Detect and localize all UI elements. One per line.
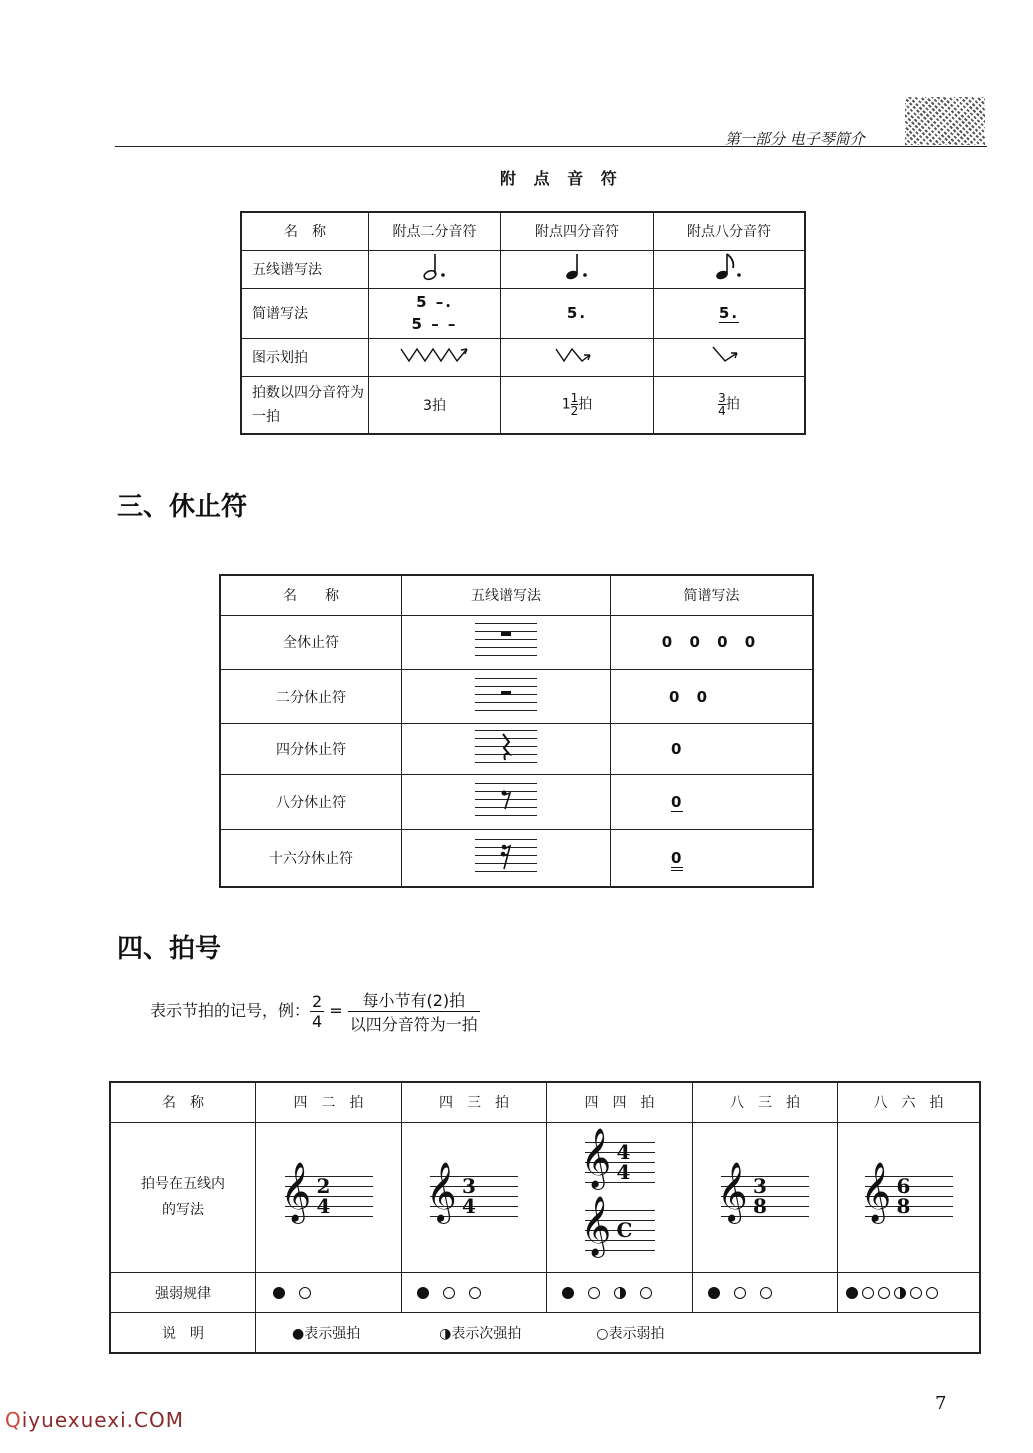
- ts-col-2-4: 四 二 拍: [256, 1082, 402, 1122]
- legend-strong: ●表示强拍: [292, 1325, 361, 1342]
- rest-jianpu-sixteenth: 0: [611, 830, 814, 887]
- dotted-quarter-beats: 1 $\frac{1}{2}$ 拍: [501, 376, 654, 434]
- row-label-staff: 五线谱写法: [241, 250, 369, 288]
- time-signature-table: [109, 1081, 981, 1354]
- rest-jianpu-eighth: 0: [611, 774, 814, 829]
- rest-col-jianpu: 简谱写法: [611, 575, 814, 615]
- rest-jianpu-quarter: 0: [611, 724, 814, 774]
- rest-jianpu-whole: 0 0 0 0: [611, 615, 814, 669]
- dotted-quarter-beat-diagram: [501, 338, 654, 376]
- ts-staff-4-4: 𝄞 4 4 𝄞 C: [547, 1122, 693, 1273]
- ts-row-label-pattern: 强弱规律: [110, 1273, 256, 1313]
- ts-staff-6-8: 𝄞 6 8: [838, 1122, 981, 1273]
- dotted-half-beats: 3拍: [369, 376, 501, 434]
- ts-pattern-2-4: [256, 1273, 402, 1313]
- dotted-eighth-beat-diagram: [654, 338, 806, 376]
- dotted-half-symbol: [369, 250, 501, 288]
- dotted-notes-caption: 附 点 音 符: [500, 169, 623, 188]
- ts-col-4-4: 四 四 拍: [547, 1082, 693, 1122]
- ts-pattern-3-8: [693, 1273, 838, 1313]
- page-number: 7: [935, 1393, 947, 1414]
- ts-staff-3-4: 𝄞 3 4: [402, 1122, 547, 1273]
- ts-legend: [256, 1313, 981, 1353]
- rest-col-name: 名 称: [220, 575, 402, 615]
- rest-name-whole: 全休止符: [220, 615, 402, 669]
- ts-staff-3-8: 𝄞 3 8: [693, 1122, 838, 1273]
- rest-section-title: 三、休止符: [117, 492, 248, 522]
- rest-staff-quarter: [402, 724, 611, 774]
- ts-col-6-8: 八 六 拍: [838, 1082, 981, 1122]
- rest-staff-eighth: [402, 774, 611, 829]
- col-dotted-eighth: 附点八分音符: [654, 212, 806, 250]
- ts-pattern-6-8: [838, 1273, 981, 1313]
- ts-pattern-4-4: [547, 1273, 693, 1313]
- ts-staff-2-4: 𝄞 2 4: [256, 1122, 402, 1273]
- qr-code-overlay: [905, 97, 985, 145]
- col-name: 名 称: [241, 212, 369, 250]
- ts-row-label-note: 说 明: [110, 1313, 256, 1353]
- row-label-jianpu: 简谱写法: [241, 288, 369, 338]
- dotted-eighth-beats: $\frac{3}{4}$ 拍: [654, 376, 806, 434]
- page-header-text: 第一部分 电子琴简介: [725, 130, 865, 148]
- header-rule: [115, 146, 987, 147]
- dotted-half-jianpu: 5 –. 5 – –: [369, 288, 501, 338]
- watermark: Qiyuexuexi.COM: [5, 1408, 184, 1432]
- col-dotted-quarter: 附点四分音符: [501, 212, 654, 250]
- dotted-half-beat-diagram: [369, 338, 501, 376]
- legend-medium: ◑表示次强拍: [439, 1325, 522, 1342]
- legend-weak: ○表示弱拍: [596, 1325, 665, 1342]
- dotted-quarter-symbol: [501, 250, 654, 288]
- ts-row-label-staff: 拍号在五线内的写法: [110, 1122, 256, 1273]
- rest-table: [219, 574, 814, 888]
- dotted-quarter-jianpu: 5.: [501, 288, 654, 338]
- rest-name-half: 二分休止符: [220, 670, 402, 724]
- time-section-title: 四、拍号: [117, 934, 222, 964]
- rest-name-eighth: 八分休止符: [220, 774, 402, 829]
- rest-name-sixteenth: 十六分休止符: [220, 830, 402, 887]
- ts-col-3-4: 四 三 拍: [402, 1082, 547, 1122]
- dotted-eighth-jianpu: 5.: [654, 288, 806, 338]
- rest-staff-sixteenth: [402, 830, 611, 887]
- col-dotted-half: 附点二分音符: [369, 212, 501, 250]
- row-label-beat-diagram: 图示划拍: [241, 338, 369, 376]
- row-label-beats: 拍数以四分音符为一拍: [241, 376, 369, 434]
- rest-staff-half: [402, 670, 611, 724]
- dotted-eighth-symbol: [654, 250, 806, 288]
- rest-col-staff: 五线谱写法: [402, 575, 611, 615]
- rest-jianpu-half: 0 0: [611, 670, 814, 724]
- ts-col-name: 名 称: [110, 1082, 256, 1122]
- rest-name-quarter: 四分休止符: [220, 724, 402, 774]
- ts-pattern-3-4: [402, 1273, 547, 1313]
- ts-col-3-8: 八 三 拍: [693, 1082, 838, 1122]
- dotted-notes-table: [240, 211, 806, 435]
- time-signature-formula: 表示节拍的记号，例： $\frac{2}{4}$ = 每小节有(2)拍 以四分音符为一拍: [150, 988, 480, 1035]
- rest-staff-whole: [402, 615, 611, 669]
